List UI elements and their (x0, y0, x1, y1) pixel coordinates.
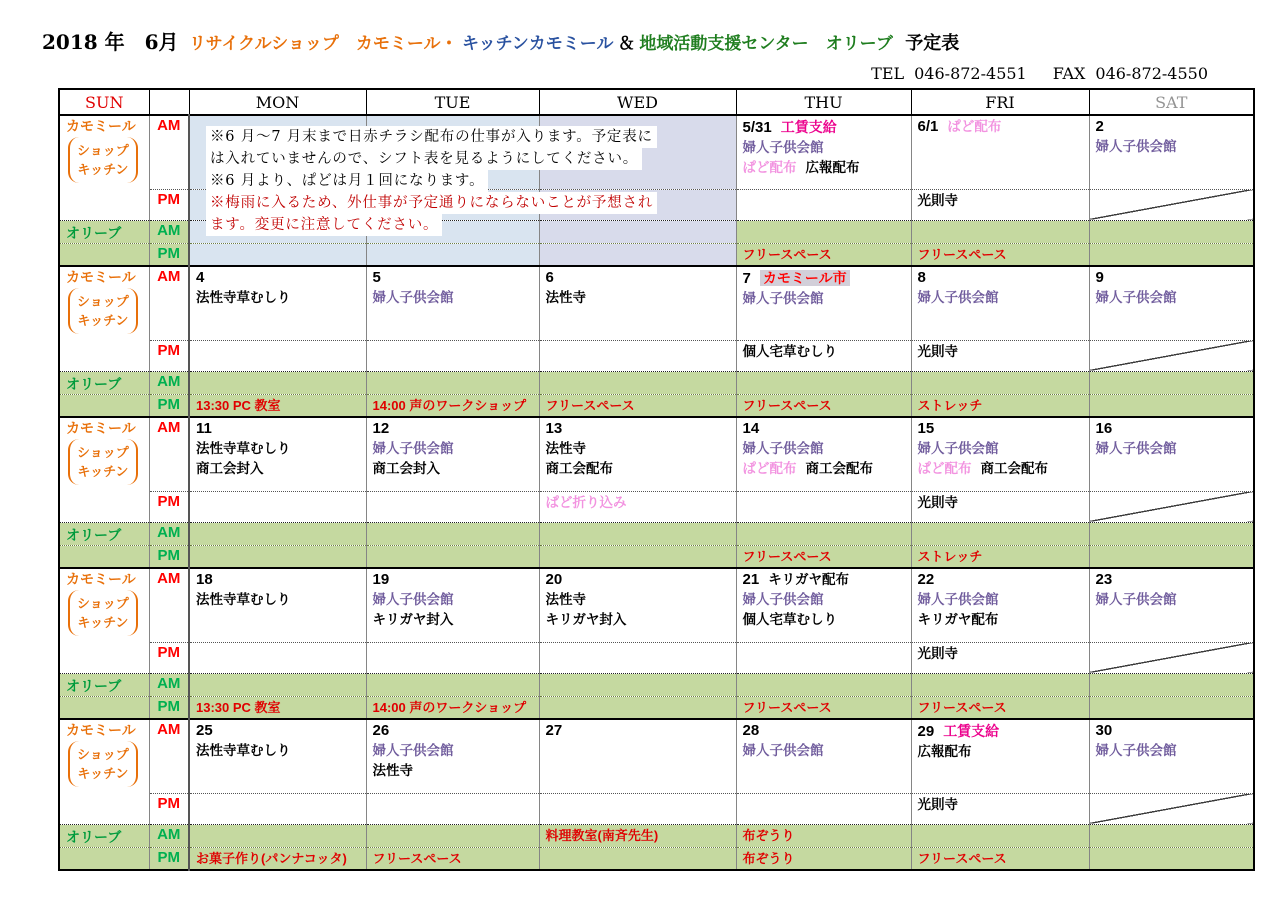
cell-w4-fri-opm: フリースペース (911, 696, 1089, 719)
kamomiru-name-label: カモミール (66, 722, 136, 738)
cell-w5-sat-opm (1089, 847, 1254, 870)
cell-w4-wed-oam (539, 673, 736, 696)
cell-w3-mon-opm (189, 545, 366, 568)
header-mon: MON (189, 89, 366, 115)
fax-number: 046-872-4550 (1095, 64, 1208, 83)
kamomiru-bracket-label: ショップ キッチン (68, 288, 138, 334)
cell-w4-thu-pm (736, 642, 911, 673)
cell-w1-thu-am: 5/31 工賃支給 婦人子供会館 ぱど配布 広報配布 (736, 115, 911, 189)
cell-w1-sat-am: 2 婦人子供会館 (1089, 115, 1254, 189)
w5-row-oam (59, 824, 1254, 847)
header-tue: TUE (366, 89, 539, 115)
title-date: 2018 年 6月 (42, 30, 179, 54)
w2-olive-pm-label: PM (149, 394, 189, 417)
cell-w4-sat-opm (1089, 696, 1254, 719)
cell-w5-fri-pm: 光則寺 (911, 793, 1089, 824)
w3-olive-pm-label: PM (149, 545, 189, 568)
cell-w3-mon-am: 11 法性寺草むしり 商工会封入 (189, 417, 366, 491)
cell-w5-wed-am: 27 (539, 719, 736, 793)
cell-w4-fri-oam (911, 673, 1089, 696)
w2-olive-label: オリーブ (59, 371, 149, 394)
cell-w3-thu-oam (736, 522, 911, 545)
cell-w3-tue-pm (366, 491, 539, 522)
cell-w2-wed-pm (539, 340, 736, 371)
cell-w4-tue-opm: 14:00 声のワークショップ (366, 696, 539, 719)
cell-w5-mon-pm (189, 793, 366, 824)
kamomiru-bracket-label: ショップ キッチン (68, 439, 138, 485)
w1-olive-am-label: AM (149, 220, 189, 243)
notice-line-1: ※6 月～7 月末まで日赤チラシ配布の仕事が入ります。予定表に (206, 126, 657, 148)
w2-row-am (59, 266, 1254, 340)
title-center-name: 地域活動支援センター オリーブ (639, 34, 893, 53)
w3-olive-am-label: AM (149, 522, 189, 545)
w2-kamomiru-label (59, 266, 149, 371)
w5-row-pm (59, 793, 1254, 824)
header-sat: SAT (1089, 89, 1254, 115)
w3-kamomiru-pm-label: PM (149, 491, 189, 522)
cell-w1-sat-pm (1089, 189, 1254, 220)
w5-kamomiru-am-label: AM (149, 719, 189, 793)
cell-w5-thu-pm (736, 793, 911, 824)
cell-w5-fri-am: 29 工賃支給 広報配布 (911, 719, 1089, 793)
w2-kamomiru-pm-label: PM (149, 340, 189, 371)
cell-w4-tue-pm (366, 642, 539, 673)
w2-olive-am-label: AM (149, 371, 189, 394)
w1-kamomiru-label (59, 115, 149, 220)
cell-w5-tue-am: 26 婦人子供会館 法性寺 (366, 719, 539, 793)
w1-row-opm (59, 243, 1254, 266)
header-fri: FRI (911, 89, 1089, 115)
w3-row-am (59, 417, 1254, 491)
w2-row-oam (59, 371, 1254, 394)
w5-row-opm (59, 847, 1254, 870)
title-shop-name: リサイクルショップ カモミール・ (189, 34, 458, 53)
w3-olive-label-spacer (59, 545, 149, 568)
cell-w3-tue-opm (366, 545, 539, 568)
w4-row-opm (59, 696, 1254, 719)
cell-w1-fri-am: 6/1 ぱど配布 (911, 115, 1089, 189)
cell-w4-mon-oam (189, 673, 366, 696)
cell-w5-fri-opm: フリースペース (911, 847, 1089, 870)
w3-olive-label: オリーブ (59, 522, 149, 545)
cell-w2-sat-pm (1089, 340, 1254, 371)
w4-kamomiru-label (59, 568, 149, 673)
notice-line-5: ます。変更に注意してください。 (206, 214, 442, 236)
w1-olive-label-spacer (59, 243, 149, 266)
kamomiru-bracket-label: ショップ キッチン (68, 590, 138, 636)
weekday-header-row (59, 89, 1254, 115)
w5-kamomiru-label (59, 719, 149, 824)
cell-w2-sat-opm (1089, 394, 1254, 417)
cell-w2-tue-pm (366, 340, 539, 371)
ampm-column-header (149, 89, 189, 115)
cell-w3-thu-am: 14 婦人子供会館 ぱど配布 商工会配布 (736, 417, 911, 491)
cell-w2-sat-am: 9 婦人子供会館 (1089, 266, 1254, 340)
cell-w5-thu-opm: 布ぞうり (736, 847, 911, 870)
cell-w5-sat-oam (1089, 824, 1254, 847)
cell-w5-wed-opm (539, 847, 736, 870)
w5-olive-pm-label: PM (149, 847, 189, 870)
cell-w4-mon-opm: 13:30 PC 教室 (189, 696, 366, 719)
w3-kamomiru-am-label: AM (149, 417, 189, 491)
w3-kamomiru-label (59, 417, 149, 522)
cell-w1-mon-opm (189, 243, 366, 266)
cell-w2-thu-opm: フリースペース (736, 394, 911, 417)
cell-w2-thu-oam (736, 371, 911, 394)
cell-w2-thu-pm: 個人宅草むしり (736, 340, 911, 371)
w4-olive-am-label: AM (149, 673, 189, 696)
w5-kamomiru-pm-label: PM (149, 793, 189, 824)
w2-row-opm (59, 394, 1254, 417)
cell-w3-tue-oam (366, 522, 539, 545)
cell-w4-tue-am: 19 婦人子供会館 キリガヤ封入 (366, 568, 539, 642)
cell-w3-wed-opm (539, 545, 736, 568)
kamomiru-name-label: カモミール (66, 269, 136, 285)
cell-w2-mon-pm (189, 340, 366, 371)
w1-kamomiru-am-label: AM (149, 115, 189, 189)
cell-w5-fri-oam (911, 824, 1089, 847)
cell-w5-wed-pm (539, 793, 736, 824)
cell-w5-thu-am: 28 婦人子供会館 (736, 719, 911, 793)
w2-kamomiru-am-label: AM (149, 266, 189, 340)
w1-olive-pm-label: PM (149, 243, 189, 266)
cell-w3-fri-oam (911, 522, 1089, 545)
cell-w2-mon-opm: 13:30 PC 教室 (189, 394, 366, 417)
w5-olive-am-label: AM (149, 824, 189, 847)
cell-w2-wed-opm: フリースペース (539, 394, 736, 417)
cell-w3-sat-opm (1089, 545, 1254, 568)
cell-w2-fri-pm: 光則寺 (911, 340, 1089, 371)
cell-w1-thu-pm (736, 189, 911, 220)
w5-olive-label-spacer (59, 847, 149, 870)
cell-w1-wed-opm (539, 243, 736, 266)
cell-w2-tue-am: 5 婦人子供会館 (366, 266, 539, 340)
fax-label: FAX (1052, 64, 1086, 83)
w2-olive-label-spacer (59, 394, 149, 417)
cell-w2-tue-opm: 14:00 声のワークショップ (366, 394, 539, 417)
cell-w4-tue-oam (366, 673, 539, 696)
w4-kamomiru-am-label: AM (149, 568, 189, 642)
cell-w5-tue-opm: フリースペース (366, 847, 539, 870)
cell-w3-sat-oam (1089, 522, 1254, 545)
kamomiru-bracket-label: ショップ キッチン (68, 137, 138, 183)
cell-w3-wed-am: 13 法性寺 商工会配布 (539, 417, 736, 491)
w3-row-opm (59, 545, 1254, 568)
cell-w5-wed-oam: 料理教室(南斉先生) (539, 824, 736, 847)
cell-w5-mon-oam (189, 824, 366, 847)
notice-box (206, 126, 657, 236)
cell-w4-mon-pm (189, 642, 366, 673)
cell-w2-tue-oam (366, 371, 539, 394)
cell-w2-mon-am: 4 法性寺草むしり (189, 266, 366, 340)
cell-w2-wed-am: 6 法性寺 (539, 266, 736, 340)
cell-w4-sat-oam (1089, 673, 1254, 696)
cell-w4-thu-opm: フリースペース (736, 696, 911, 719)
cell-w1-sat-opm (1089, 243, 1254, 266)
cell-w3-fri-opm: ストレッチ (911, 545, 1089, 568)
cell-w5-tue-oam (366, 824, 539, 847)
notice-line-4: ※梅雨に入るため、外仕事が予定通りにならないことが予想され (206, 192, 657, 214)
cell-w3-fri-am: 15 婦人子供会館 ぱど配布 商工会配布 (911, 417, 1089, 491)
tel-number: 046-872-4551 (914, 64, 1027, 83)
title-ampersand: ＆ (617, 34, 635, 53)
cell-w3-thu-pm (736, 491, 911, 522)
cell-w1-thu-opm: フリースペース (736, 243, 911, 266)
cell-w3-wed-pm: ぱど折り込み (539, 491, 736, 522)
cell-w2-fri-am: 8 婦人子供会館 (911, 266, 1089, 340)
cell-w2-fri-opm: ストレッチ (911, 394, 1089, 417)
cell-w1-tue-opm (366, 243, 539, 266)
cell-w3-thu-opm: フリースペース (736, 545, 911, 568)
cell-w4-wed-am: 20 法性寺 キリガヤ封入 (539, 568, 736, 642)
cell-w5-mon-opm: お菓子作り(パンナコッタ) (189, 847, 366, 870)
w2-row-pm (59, 340, 1254, 371)
cell-w4-fri-pm: 光則寺 (911, 642, 1089, 673)
w5-row-am (59, 719, 1254, 793)
cell-w3-wed-oam (539, 522, 736, 545)
cell-w1-fri-pm: 光則寺 (911, 189, 1089, 220)
cell-w1-sat-oam (1089, 220, 1254, 243)
cell-w4-fri-am: 22 婦人子供会館 キリガヤ配布 (911, 568, 1089, 642)
cell-w2-mon-oam (189, 371, 366, 394)
w4-olive-label: オリーブ (59, 673, 149, 696)
cell-w4-wed-pm (539, 642, 736, 673)
cell-w2-fri-oam (911, 371, 1089, 394)
w5-olive-label: オリーブ (59, 824, 149, 847)
cell-w4-mon-am: 18 法性寺草むしり (189, 568, 366, 642)
w4-olive-pm-label: PM (149, 696, 189, 719)
cell-w5-mon-am: 25 法性寺草むしり (189, 719, 366, 793)
kamomiru-name-label: カモミール (66, 118, 136, 134)
cell-w3-sat-am: 16 婦人子供会館 (1089, 417, 1254, 491)
page-title (42, 26, 959, 55)
w3-row-oam (59, 522, 1254, 545)
w4-olive-label-spacer (59, 696, 149, 719)
header-wed: WED (539, 89, 736, 115)
cell-w4-sat-pm (1089, 642, 1254, 673)
header-thu: THU (736, 89, 911, 115)
cell-w4-wed-opm (539, 696, 736, 719)
w4-row-oam (59, 673, 1254, 696)
w4-kamomiru-pm-label: PM (149, 642, 189, 673)
kamomiru-name-label: カモミール (66, 420, 136, 436)
cell-w3-mon-oam (189, 522, 366, 545)
kamomiru-name-label: カモミール (66, 571, 136, 587)
title-kitchen-name: キッチンカモミール (461, 34, 614, 53)
title-suffix: 予定表 (905, 33, 960, 53)
tel-label: TEL (871, 64, 905, 83)
cell-w1-fri-oam (911, 220, 1089, 243)
w1-kamomiru-pm-label: PM (149, 189, 189, 220)
cell-w2-wed-oam (539, 371, 736, 394)
notice-line-3: ※6 月より、ぱどは月１回になります。 (206, 170, 488, 192)
cell-w2-sat-oam (1089, 371, 1254, 394)
contact-line (871, 64, 1208, 83)
w4-row-am (59, 568, 1254, 642)
w4-row-pm (59, 642, 1254, 673)
cell-w4-thu-am: 21 キリガヤ配布 婦人子供会館 個人宅草むしり (736, 568, 911, 642)
cell-w5-tue-pm (366, 793, 539, 824)
cell-w4-sat-am: 23 婦人子供会館 (1089, 568, 1254, 642)
header-sun: SUN (59, 89, 149, 115)
cell-w1-fri-opm: フリースペース (911, 243, 1089, 266)
w3-row-pm (59, 491, 1254, 522)
cell-w3-tue-am: 12 婦人子供会館 商工会封入 (366, 417, 539, 491)
w1-olive-label: オリーブ (59, 220, 149, 243)
cell-w3-mon-pm (189, 491, 366, 522)
cell-w2-thu-am: 7 カモミール市 婦人子供会館 (736, 266, 911, 340)
kamomiru-bracket-label: ショップ キッチン (68, 741, 138, 787)
cell-w5-sat-am: 30 婦人子供会館 (1089, 719, 1254, 793)
cell-w3-sat-pm (1089, 491, 1254, 522)
cell-w3-fri-pm: 光則寺 (911, 491, 1089, 522)
cell-w5-sat-pm (1089, 793, 1254, 824)
cell-w1-thu-oam (736, 220, 911, 243)
notice-line-2: は入れていませんので、シフト表を見るようにしてください。 (206, 148, 642, 170)
cell-w5-thu-oam: 布ぞうり (736, 824, 911, 847)
cell-w4-thu-oam (736, 673, 911, 696)
